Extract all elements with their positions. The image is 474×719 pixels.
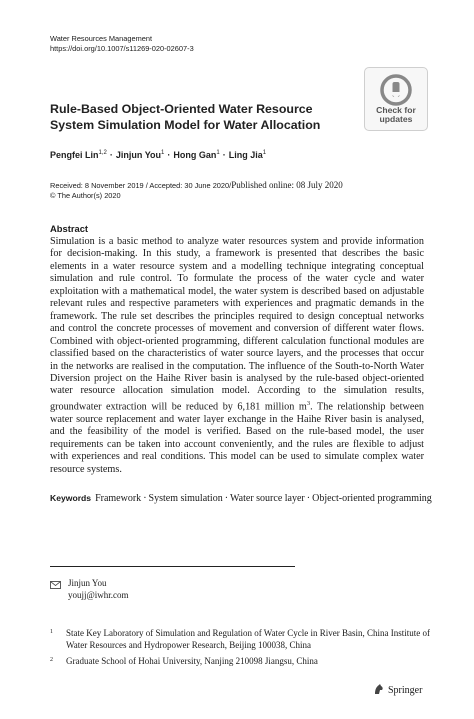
mail-icon xyxy=(50,581,61,589)
affiliation-number: 2 xyxy=(50,657,53,663)
affiliation xyxy=(50,655,436,667)
doi-link[interactable]: https://doi.org/10.1007/s11269-020-02607-3 xyxy=(50,43,194,53)
keywords-heading: Keywords xyxy=(50,493,92,503)
author[interactable]: Jinjun You$^1$ xyxy=(115,150,165,160)
author-list: Pengfei Lin$^{1,2}$ · Jinjun You$^1$ · Hong Gan$^1$ · Ling Jia$^1$ xyxy=(50,150,267,160)
keyword: System simulation xyxy=(148,493,223,504)
journal-info xyxy=(50,34,194,53)
author[interactable]: Pengfei Lin$^{1,2}$ xyxy=(50,150,107,160)
published-date: Published online: 08 July 2020 xyxy=(231,180,343,190)
copyright-notice: © The Author(s) 2020 xyxy=(50,191,121,200)
abstract-body: Simulation is a basic method to analyze water resources system and provide information for decision-making. In this study, a framework is presented that describes the basic elements in a water resource system and a modelling technique integrating conceptual simulation and rule control. To formulate the process of the water cycle and water exploitation with a mathematical model, the water system is described based on adjustable relevant rules and respective parameters with experiences and pragmatic demands in the framework. The rule set describes the principles required to design conceptual networks and control the concrete processes of movement and conversion of different water flows. Combined with object-oriented programming, different calculation functional modules are classified based on the characteristics of water source layers, and the processes that occur in the networks are realised in the computation. The influence of the South-to-North Water Diversion project on the Haihe River basin is analysed by the rule-based object-oriented water resource allocation simulation model. According to the simulation results, groundwater extraction will be reduced by 6,181 million $m^3$. The relationship between water source replacement and water layer exchange in the Haihe River basin is analysed, and the feasibility of the model is verified. Based on the rule-based model, the user requirements can be taken into account conveniently, and the rules are flexible to adjust with experiences and real conditions. This model can be used to simulate complex water resource systems. xyxy=(50,236,424,475)
affiliation-number: 1 xyxy=(50,629,53,635)
keyword: Framework xyxy=(95,493,142,504)
article-title: Rule-Based Object-Oriented Water Resource System Simulation Model for Water Allocation xyxy=(50,102,321,132)
check-updates-icon xyxy=(380,74,412,106)
affiliation-text: Graduate School of Hohai University, Nanjing 210098 Jiangsu, China xyxy=(66,656,318,666)
article-dates xyxy=(50,180,343,201)
publisher-logo xyxy=(373,683,422,696)
journal-name: Water Resources Management xyxy=(50,34,153,43)
author[interactable]: Hong Gan$^1$ xyxy=(173,150,220,160)
springer-horse-icon xyxy=(373,683,385,695)
affiliation xyxy=(50,627,436,651)
badge-line-2: updates xyxy=(379,114,413,124)
badge-line-1: Check for xyxy=(376,105,416,115)
keywords: Keywords Framework · System simulation · Water source layer · Object-oriented programming xyxy=(50,493,432,504)
keyword: Water source layer xyxy=(230,493,305,504)
corresponding-email[interactable]: youjj@iwhr.com xyxy=(68,590,129,600)
footnote-divider xyxy=(50,566,295,567)
affiliation-text: State Key Laboratory of Simulation and Regulation of Water Cycle in River Basin, China Institute of Water Resources and Hydropower Research, Beijing 100038, China xyxy=(66,628,431,650)
received-accepted-dates: Received: 8 November 2019 / Accepted: 30 June 2020/ xyxy=(50,181,232,190)
author[interactable]: Ling Jia$^1$ xyxy=(228,150,267,160)
check-for-updates-badge[interactable] xyxy=(364,67,428,131)
abstract-heading: Abstract xyxy=(50,223,89,234)
publisher-name: Springer xyxy=(388,685,423,696)
keyword: Object-oriented programming xyxy=(312,493,432,504)
corresponding-author xyxy=(68,577,129,601)
corresponding-name: Jinjun You xyxy=(68,578,107,588)
